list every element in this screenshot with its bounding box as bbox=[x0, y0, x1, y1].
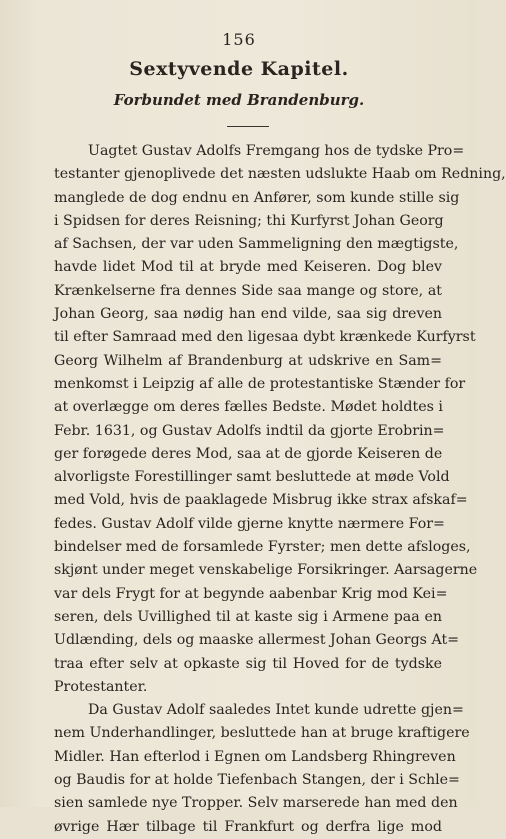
text-line: Da Gustav Adolf saaledes Intet kunde udrette gjen= bbox=[88, 702, 464, 719]
text-line: ger forøgede deres Mod, saa at de gjorde Keiseren de bbox=[54, 445, 443, 462]
text-line: var dels Frygt for at begynde aabenbar Krig mod Kei= bbox=[54, 585, 448, 602]
text-line: og Baudis for at holde Tiefenbach Stangen, der i Schle= bbox=[54, 772, 460, 789]
text-line: testanter gjenoplivede det næsten udslukte Haab om Redning, bbox=[54, 166, 506, 183]
text-line: menkomst i Leipzig af alle de protestantiske Stænder for bbox=[54, 375, 466, 392]
chapter-subtitle: Forbundet med Brandenburg. bbox=[113, 91, 365, 109]
text-line: manglede de dog endnu en Anfører, som kunde stille sig bbox=[54, 189, 460, 206]
body-text bbox=[54, 140, 506, 839]
text-line: sien samlede nye Tropper. Selv marserede han med den bbox=[54, 795, 458, 812]
text-line: Midler. Han efterlod i Egnen om Landsberg Rhingreven bbox=[54, 748, 456, 765]
text-line: til efter Samraad med den ligesaa dybt krænkede Kurfyrst bbox=[54, 329, 476, 346]
divider-rule bbox=[227, 126, 269, 127]
text-line: Johan Georg, saa nødig han end vilde, saa sig dreven bbox=[54, 306, 442, 323]
text-line: traa efter selv at opkaste sig til Hoved for de tydske bbox=[54, 655, 442, 672]
chapter-title: Sextyvende Kapitel. bbox=[129, 58, 349, 80]
text-line: fedes. Gustav Adolf vilde gjerne knytte nærmere For= bbox=[54, 515, 445, 532]
text-line: at overlægge om deres fælles Bedste. Mødet holdtes i bbox=[54, 399, 443, 416]
text-line: Georg Wilhelm af Brandenburg at udskrive en Sam= bbox=[54, 352, 442, 369]
text-line: i Spidsen for deres Reisning; thi Kurfyrst Johan Georg bbox=[54, 212, 444, 229]
text-line: nem Underhandlinger, besluttede han at bruge kraftigere bbox=[54, 725, 470, 742]
text-line: seren, dels Uvillighed til at kaste sig i Armene paa en bbox=[54, 608, 442, 625]
text-line: skjønt under meget venskabelige Forsikringer. Aarsagerne bbox=[54, 562, 478, 579]
text-line: Uagtet Gustav Adolfs Fremgang hos de tydske Pro= bbox=[88, 143, 465, 159]
text-line: havde lidet Mod til at bryde med Keiseren. Dog blev bbox=[54, 259, 442, 276]
text-line: øvrige Hær tilbage til Frankfurt og derfra lige mod bbox=[54, 818, 442, 835]
text-line: Febr. 1631, og Gustav Adolfs indtil da gjorte Erobrin= bbox=[54, 422, 445, 439]
text-line: Krænkelserne fra dennes Side saa mange og store, at bbox=[54, 282, 442, 299]
text-line: alvorligste Forestillinger samt besluttede at møde Vold bbox=[54, 469, 450, 486]
text-line: Protestanter. bbox=[54, 678, 148, 695]
page-number: 156 bbox=[222, 30, 256, 49]
text-line: Udlænding, dels og maaske allermest Johan Georgs At= bbox=[54, 632, 460, 649]
text-line: bindelser med de forsamlede Fyrster; men dette afsloges, bbox=[54, 539, 471, 556]
text-line: af Sachsen, der var uden Sammeligning den mægtigste, bbox=[54, 236, 459, 253]
text-line: med Vold, hvis de paaklagede Misbrug ikke strax afskaf= bbox=[54, 492, 468, 509]
